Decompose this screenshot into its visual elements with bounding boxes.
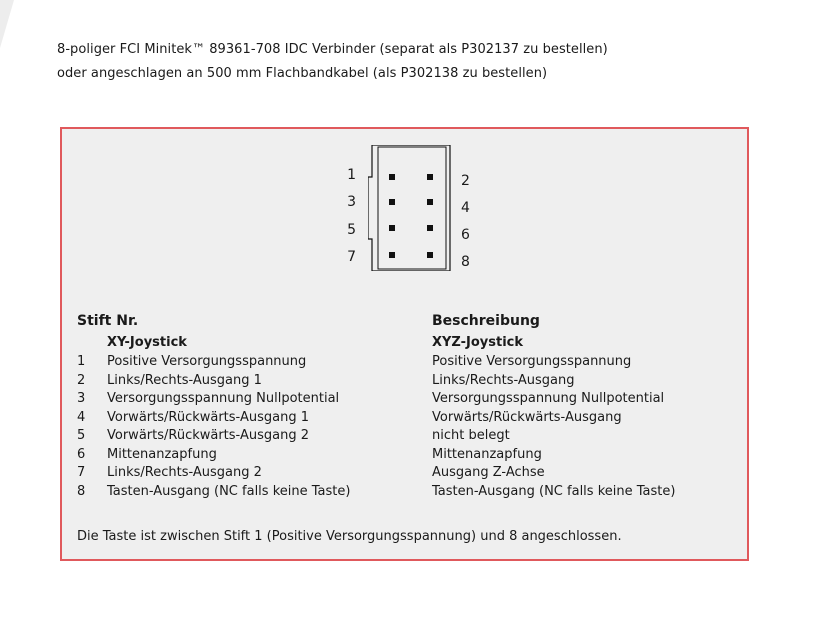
intro-text: [57, 38, 608, 86]
pin-7: [389, 252, 395, 258]
pin-4: [427, 199, 433, 205]
pin-5: [389, 225, 395, 231]
button-note: Die Taste ist zwischen Stift 1 (Positive Versorgungsspannung) und 8 angeschlossen.: [77, 529, 622, 544]
table-row: 6 Mittenanzapfung: [77, 446, 217, 462]
table-cell: Links/Rechts-Ausgang: [432, 372, 575, 388]
pin-label-3: 3: [347, 194, 356, 210]
table-row: 2 Links/Rechts-Ausgang 1: [77, 372, 262, 388]
table-cell: Ausgang Z-Achse: [432, 465, 545, 480]
pin-label-4: 4: [461, 200, 470, 216]
table-row: 4 Vorwärts/Rückwärts-Ausgang 1: [77, 409, 309, 425]
table-row: 3 Versorgungsspannung Nullpotential: [77, 391, 340, 406]
pinout-panel: [60, 127, 749, 561]
table-row: 1 Positive Versorgungsspannung: [77, 354, 307, 369]
pin-2: [427, 174, 433, 180]
col-header-description: Beschreibung: [432, 313, 540, 329]
intro-line-2: oder angeschlagen an 500 mm Flachbandkabel (als P302138 zu bestellen): [57, 66, 548, 81]
pin-label-6: 6: [461, 227, 470, 243]
pin-label-8: 8: [461, 254, 470, 270]
connector-outline: [368, 145, 454, 271]
table-cell: Positive Versorgungsspannung: [432, 354, 632, 369]
intro-line-1: 8-poliger FCI Minitek™ 89361-708 IDC Verbinder (separat als P302137 zu bestellen): [57, 42, 608, 57]
connector-diagram: [62, 129, 747, 289]
xyz-column: [432, 353, 675, 501]
xy-column: [77, 353, 350, 501]
table-cell: nicht belegt: [432, 428, 510, 443]
pin-8: [427, 252, 433, 258]
pin-label-1: 1: [347, 167, 356, 183]
table-cell: Mittenanzapfung: [432, 446, 542, 462]
pin-label-5: 5: [347, 222, 356, 238]
corner-decoration: [0, 0, 14, 48]
pin-3: [389, 199, 395, 205]
table-cell: Tasten-Ausgang (NC falls keine Taste): [432, 483, 676, 499]
pin-6: [427, 225, 433, 231]
table-row: 5 Vorwärts/Rückwärts-Ausgang 2: [77, 428, 309, 443]
pin-label-2: 2: [461, 173, 470, 189]
table-row: 8 Tasten-Ausgang (NC falls keine Taste): [77, 483, 351, 499]
table-cell: Vorwärts/Rückwärts-Ausgang: [432, 409, 622, 425]
subheader-xyz: XYZ-Joystick: [432, 335, 524, 350]
table-cell: Versorgungsspannung Nullpotential: [432, 391, 665, 406]
pin-label-7: 7: [347, 249, 356, 265]
pin-1: [389, 174, 395, 180]
col-header-pin: Stift Nr.: [77, 313, 139, 329]
subheader-xy: XY-Joystick: [107, 335, 187, 350]
table-row: 7 Links/Rechts-Ausgang 2: [77, 465, 262, 480]
